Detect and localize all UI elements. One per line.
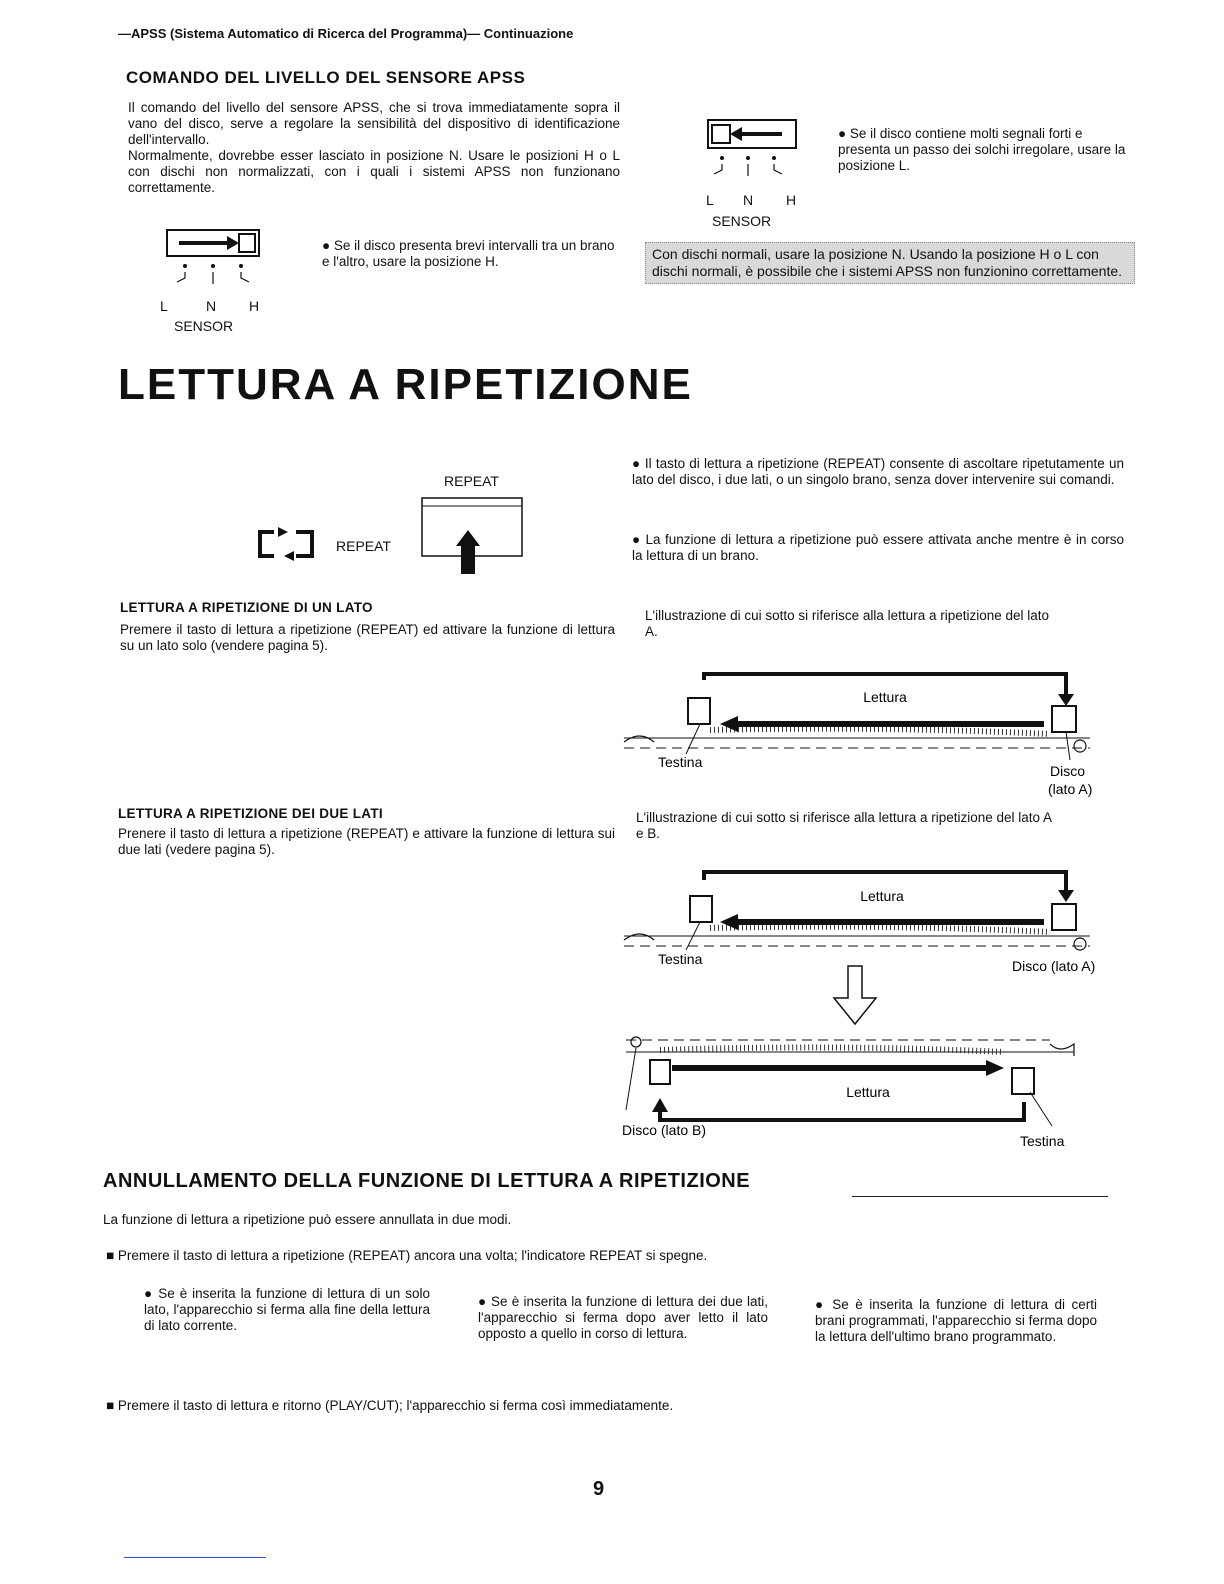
testina-label: Testina <box>658 951 703 967</box>
disc-grooves <box>660 1047 1004 1052</box>
square-bullet: ■ <box>106 1248 118 1263</box>
cancel-sub-2-text: Se è inserita la funzione di lettura dei due lati, l'apparecchio si ferma dopo aver letto il lato opposto a quello in corso di lettura. <box>478 1294 768 1341</box>
running-header: —APSS (Sistema Automatico di Ricerca del Programma)— Continuazione <box>118 26 574 41</box>
repeat-button-diagram <box>416 494 528 578</box>
bullet-dot: ● <box>322 238 334 253</box>
switch-arrow-head-right-icon <box>227 236 239 250</box>
switch-label-l: L <box>706 192 714 208</box>
one-side-text: Premere il tasto di lettura a ripetizione (REPEAT) ed attivare la funzione di lettura su un lato solo (vendere pagina 5). <box>120 622 615 653</box>
two-sides-side-b-diagram <box>620 1030 1120 1154</box>
one-side-caption: L'illustrazione di cui sotto si riferisce alla lettura a ripetizione del lato A. <box>645 608 1050 639</box>
bullet-dot: ● <box>838 126 850 141</box>
disco-label: Disco <box>1050 763 1086 779</box>
one-side-heading: LETTURA A RIPETIZIONE DI UN LATO <box>120 600 373 615</box>
press-arrow-up-icon <box>456 530 480 546</box>
repeat-button-label: REPEAT <box>444 473 499 489</box>
cancel-method-2 <box>106 1398 906 1414</box>
bullet-dot: ● <box>478 1294 491 1309</box>
apss-intro-1: Il comando del livello del sensore APSS, che si trova immediatamente sopra il vano del disco, serve a regolare la sensibilità del dispositivo di identificazione dell'intervallo. <box>128 100 620 147</box>
bullet-h-text: Se il disco presenta brevi intervalli tra un brano e l'altro, usare la posizione H. <box>322 238 615 269</box>
cancel-intro: La funzione di lettura a ripetizione può essere annullata in due modi. <box>103 1212 512 1227</box>
return-arrow-up-icon <box>652 1098 668 1112</box>
return-path <box>660 1102 1024 1120</box>
testina-label: Testina <box>658 754 703 770</box>
switch-label-n: N <box>206 298 217 314</box>
two-sides-text: Prenere il tasto di lettura a ripetizione (REPEAT) e attivare la funzione di lettura sui due lati (vedere pagina 5). <box>118 826 615 857</box>
one-side-repeat-diagram <box>620 668 1120 808</box>
cancel-method-2-text: Premere il tasto di lettura e ritorno (PLAY/CUT); l'apparecchio si ferma così immediatamente. <box>117 1398 674 1413</box>
disc-grooves <box>710 729 1050 734</box>
bullet-l <box>838 126 1134 174</box>
flip-arrow-down-icon <box>830 964 880 1026</box>
cancel-heading-rule <box>852 1196 1108 1197</box>
sensor-switch-h-diagram <box>155 226 275 306</box>
switch-label-n: N <box>743 192 754 208</box>
return-arrow-down-icon <box>1058 694 1074 706</box>
switch-knob <box>712 125 730 143</box>
head-end-box <box>1052 904 1076 930</box>
apss-intro-2: Normalmente, dovrebbe esser lasciato in posizione N. Usare le posizioni H o L con dischi non normalizzati, con i quali i sistemi APSS non funzionano correttamente. <box>128 148 620 195</box>
two-sides-heading: LETTURA A RIPETIZIONE DEI DUE LATI <box>118 806 383 821</box>
play-arrow-right-icon <box>986 1060 1004 1076</box>
sensor-label: SENSOR <box>174 318 234 334</box>
switch-label-h: H <box>786 192 797 208</box>
repeat-bullet-1-text: Il tasto di lettura a ripetizione (REPEAT) consente di ascoltare ripetutamente un lato del disco, i due lati, o un singolo brano, senza dover intervenire sui comandi. <box>632 456 1124 487</box>
two-sides-side-a-diagram <box>620 866 1120 976</box>
footnote-rule <box>124 1557 266 1558</box>
repeat-indicator-label: REPEAT <box>336 538 391 554</box>
head-end-box <box>1012 1068 1034 1094</box>
return-arrow-down-icon <box>1058 890 1074 902</box>
lato-a-label: (lato A) <box>1048 781 1093 797</box>
apss-intro <box>128 100 620 196</box>
switch-label-l: L <box>160 298 168 314</box>
bullet-l-text: Se il disco contiene molti segnali forti e presenta un passo dei solchi irregolare, usare la posizione L. <box>838 126 1126 173</box>
disco-lato-a-label: Disco (lato A) <box>1012 958 1096 974</box>
cancel-sub-1-text: Se è inserita la funzione di lettura di un solo lato, l'apparecchio si ferma alla fine della lettura di lato corrente. <box>144 1286 430 1333</box>
apss-heading: COMANDO DEL LIVELLO DEL SENSORE APSS <box>126 68 526 87</box>
cancel-heading: ANNULLAMENTO DELLA FUNZIONE DI LETTURA A RIPETIZIONE <box>103 1170 751 1192</box>
page-number: 9 <box>593 1478 605 1500</box>
press-arrow-shaft <box>461 546 475 574</box>
head-end-box <box>1052 706 1076 732</box>
repeat-indicator-icon <box>256 526 320 562</box>
bullet-dot: ● <box>144 1286 159 1301</box>
cancel-method-1-text: Premere il tasto di lettura a ripetizione (REPEAT) ancora una volta; l'indicatore REPEAT si spegne. <box>117 1248 708 1263</box>
repeat-bullet-2 <box>632 532 1124 564</box>
bullet-dot: ● <box>632 532 646 547</box>
cancel-method-1 <box>106 1248 906 1264</box>
switch-label-h: H <box>249 298 260 314</box>
two-sides-caption: L'illustrazione di cui sotto si riferisce alla lettura a ripetizione del lato A e B. <box>636 810 1052 841</box>
square-bullet: ■ <box>106 1398 118 1413</box>
lettura-label: Lettura <box>846 1084 890 1100</box>
switch-knob <box>239 234 255 252</box>
lettura-label: Lettura <box>860 888 904 904</box>
cancel-sub-3 <box>815 1297 1097 1345</box>
apss-note-box: Con dischi normali, usare la posizione N. Usando la posizione H o L con dischi normali, è possibile che i sistemi APSS non funzionino correttamente. <box>645 242 1135 284</box>
cancel-sub-3-text: Se è inserita la funzione di lettura di certi brani programmati, l'apparecchio si ferma dopo la lettura dell'ultimo brano programmato. <box>815 1297 1097 1344</box>
bullet-h <box>322 238 622 270</box>
head-start-box <box>650 1060 670 1084</box>
repeat-title: LETTURA A RIPETIZIONE <box>118 360 693 409</box>
bullet-dot: ● <box>815 1297 833 1312</box>
cancel-sub-2 <box>478 1294 768 1342</box>
sensor-switch-l-diagram <box>700 116 820 196</box>
repeat-bullet-2-text: La funzione di lettura a ripetizione può essere attivata anche mentre è in corso la lettura di un brano. <box>632 532 1125 563</box>
repeat-bullet-1 <box>632 456 1124 488</box>
head-start-box <box>688 698 710 724</box>
bullet-dot: ● <box>632 456 645 471</box>
cancel-sub-1 <box>144 1286 430 1334</box>
head-start-box <box>690 896 712 922</box>
testina-label: Testina <box>1020 1133 1065 1149</box>
disco-lato-b-label: Disco (lato B) <box>622 1122 707 1138</box>
disc-grooves <box>710 927 1050 932</box>
lettura-label: Lettura <box>863 689 907 705</box>
sensor-label: SENSOR <box>712 213 772 229</box>
